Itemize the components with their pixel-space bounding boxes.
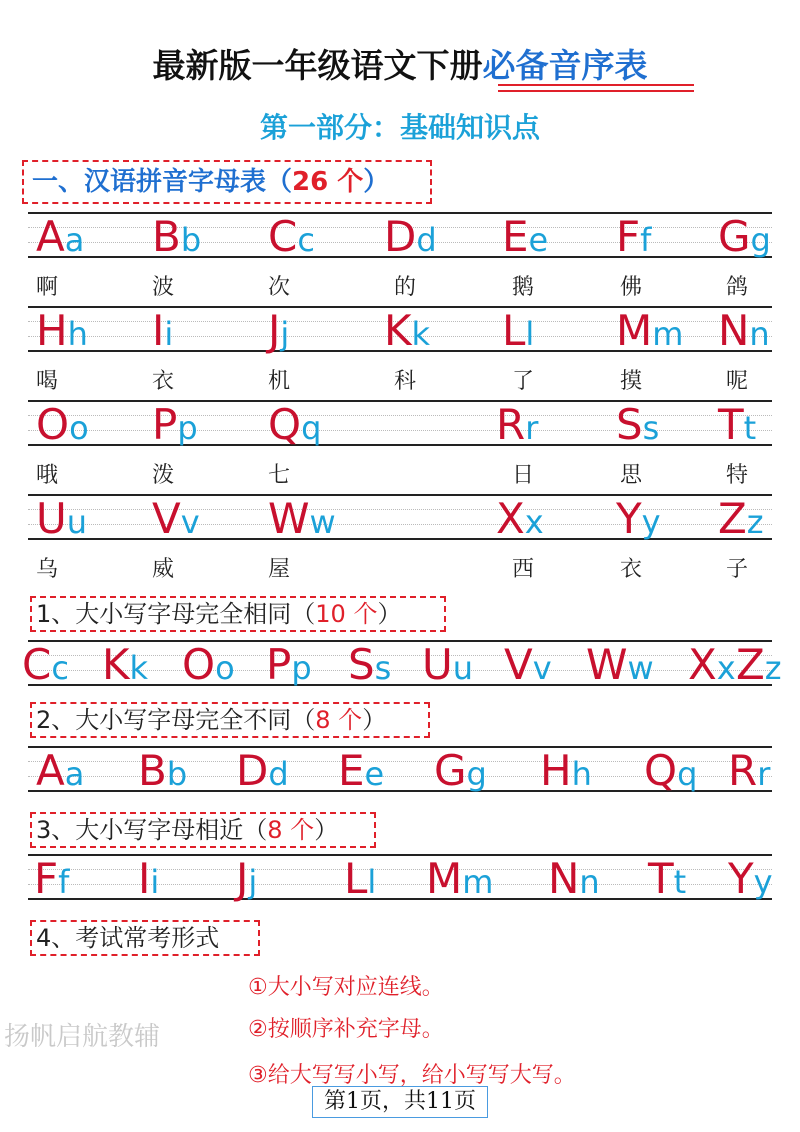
lowercase-letter: c bbox=[51, 649, 69, 687]
lowercase-letter: d bbox=[416, 221, 437, 259]
lowercase-letter: l bbox=[525, 315, 535, 353]
letter-pair bbox=[138, 746, 188, 795]
lowercase-letter: q bbox=[677, 755, 698, 793]
letter-pair bbox=[422, 640, 474, 689]
letter-pair bbox=[502, 306, 535, 355]
letter-pair bbox=[268, 212, 315, 261]
pronunciation-char: 西 bbox=[512, 557, 535, 582]
pronunciation-char: 科 bbox=[394, 369, 417, 394]
letter-pair bbox=[648, 854, 687, 903]
letter-pair bbox=[152, 212, 202, 261]
pronunciation-char: 啊 bbox=[36, 275, 59, 300]
group-heading-close: ） bbox=[377, 600, 402, 628]
uppercase-letter: U bbox=[36, 494, 67, 543]
lowercase-letter: m bbox=[652, 315, 684, 353]
uppercase-letter: H bbox=[36, 306, 68, 355]
lowercase-letter: c bbox=[297, 221, 315, 259]
lowercase-letter: u bbox=[452, 649, 474, 687]
pronunciation-char: 子 bbox=[726, 557, 749, 582]
letter-pair bbox=[718, 400, 757, 449]
uppercase-letter: G bbox=[718, 212, 751, 261]
letter-pair bbox=[36, 494, 88, 543]
letter-pair bbox=[718, 494, 764, 543]
letter-pair bbox=[616, 400, 660, 449]
pronunciation-char: 鸽 bbox=[726, 275, 749, 300]
uppercase-letter: W bbox=[268, 494, 310, 543]
lowercase-letter: d bbox=[268, 755, 289, 793]
lowercase-letter: m bbox=[462, 863, 494, 901]
group-heading-close: ） bbox=[362, 706, 387, 734]
uppercase-letter: D bbox=[236, 746, 269, 795]
lowercase-letter: g bbox=[466, 755, 487, 793]
group-heading-label: 2、大小写字母完全不同（ bbox=[36, 706, 316, 734]
uppercase-letter: U bbox=[422, 640, 453, 689]
lowercase-letter: e bbox=[528, 221, 549, 259]
uppercase-letter: H bbox=[540, 746, 572, 795]
letter-pair bbox=[688, 640, 736, 689]
lowercase-letter: w bbox=[309, 503, 336, 541]
lowercase-letter: x bbox=[716, 649, 736, 687]
letter-pair bbox=[36, 212, 85, 261]
lowercase-letter: t bbox=[673, 863, 687, 901]
uppercase-letter: J bbox=[268, 306, 281, 355]
letter-pair bbox=[338, 746, 385, 795]
watermark: 扬帆启航教辅 bbox=[4, 1022, 161, 1052]
writing-guide-line bbox=[28, 444, 772, 446]
uppercase-letter: E bbox=[338, 746, 365, 795]
lowercase-letter: j bbox=[280, 315, 290, 353]
letter-pair bbox=[384, 306, 431, 355]
lowercase-letter: p bbox=[177, 409, 198, 447]
lowercase-letter: r bbox=[525, 409, 539, 447]
letter-pair bbox=[344, 854, 377, 903]
lowercase-letter: t bbox=[743, 409, 757, 447]
group-heading-count: 8 个 bbox=[267, 816, 315, 844]
letter-pair bbox=[586, 640, 654, 689]
uppercase-letter: T bbox=[648, 854, 674, 903]
lowercase-letter: n bbox=[579, 863, 600, 901]
lowercase-letter: f bbox=[640, 221, 652, 259]
page-footer: 第1页，共11页 bbox=[312, 1086, 488, 1118]
lowercase-letter: v bbox=[532, 649, 552, 687]
group-heading-label: 3、大小写字母相近（ bbox=[36, 816, 268, 844]
pronunciation-char: 的 bbox=[394, 275, 417, 300]
uppercase-letter: R bbox=[728, 746, 758, 795]
letter-pair bbox=[718, 306, 770, 355]
uppercase-letter: O bbox=[182, 640, 216, 689]
pronunciation-char: 衣 bbox=[152, 369, 175, 394]
uppercase-letter: Z bbox=[736, 640, 765, 689]
writing-guide-line bbox=[28, 494, 772, 496]
uppercase-letter: I bbox=[138, 854, 151, 903]
letter-pair bbox=[616, 306, 684, 355]
letter-pair bbox=[152, 494, 200, 543]
pronunciation-char: 喝 bbox=[36, 369, 59, 394]
uppercase-letter: D bbox=[384, 212, 417, 261]
writing-guide-line bbox=[28, 400, 772, 402]
letter-pair bbox=[504, 640, 552, 689]
letter-pair bbox=[152, 400, 198, 449]
uppercase-letter: Y bbox=[616, 494, 642, 543]
uppercase-letter: Q bbox=[644, 746, 678, 795]
lowercase-letter: l bbox=[367, 863, 377, 901]
letter-pair bbox=[616, 494, 661, 543]
letter-pair bbox=[34, 854, 70, 903]
pronunciation-char: 了 bbox=[512, 369, 535, 394]
pronunciation-char: 思 bbox=[620, 463, 643, 488]
lowercase-letter: f bbox=[58, 863, 70, 901]
group-heading-count: 8 个 bbox=[315, 706, 363, 734]
letter-pair bbox=[268, 400, 322, 449]
letter-pair bbox=[644, 746, 698, 795]
exam-heading-label: 4、考试常考形式 bbox=[36, 924, 220, 952]
lowercase-letter: s bbox=[642, 409, 660, 447]
lowercase-letter: o bbox=[215, 649, 235, 687]
uppercase-letter: S bbox=[348, 640, 375, 689]
letter-pair bbox=[36, 400, 89, 449]
letter-pair bbox=[616, 212, 652, 261]
lowercase-letter: s bbox=[374, 649, 392, 687]
lowercase-letter: b bbox=[180, 221, 202, 259]
lowercase-letter: h bbox=[571, 755, 592, 793]
lowercase-letter: o bbox=[69, 409, 89, 447]
letter-pair bbox=[548, 854, 600, 903]
uppercase-letter: L bbox=[344, 854, 368, 903]
lowercase-letter: i bbox=[164, 315, 174, 353]
pronunciation-char: 特 bbox=[726, 463, 749, 488]
title-highlight: 必备音序表 bbox=[482, 46, 648, 85]
group-heading-close: ） bbox=[314, 816, 339, 844]
pronunciation-char: 次 bbox=[268, 275, 291, 300]
pronunciation-char: 波 bbox=[152, 275, 175, 300]
letter-pair bbox=[728, 854, 773, 903]
lowercase-letter: u bbox=[66, 503, 88, 541]
letter-pair bbox=[502, 212, 549, 261]
lowercase-letter: j bbox=[248, 863, 258, 901]
subtitle: 第一部分：基础知识点 bbox=[259, 111, 540, 144]
uppercase-letter: X bbox=[688, 640, 717, 689]
section-alphabet-close: ） bbox=[363, 167, 390, 197]
exam-form-item: ③给大写写小写，给小写写大写。 bbox=[248, 1063, 576, 1088]
letter-pair bbox=[496, 494, 544, 543]
uppercase-letter: Z bbox=[718, 494, 747, 543]
letter-pair bbox=[426, 854, 494, 903]
writing-guide-line bbox=[28, 640, 772, 642]
uppercase-letter: C bbox=[22, 640, 52, 689]
pronunciation-char: 衣 bbox=[620, 557, 643, 582]
pronunciation-char: 呢 bbox=[726, 369, 749, 394]
letter-pair bbox=[236, 854, 258, 903]
letter-pair bbox=[728, 746, 771, 795]
pronunciation-char: 鹅 bbox=[512, 275, 535, 300]
title-underline bbox=[498, 90, 694, 92]
letter-pair bbox=[36, 306, 88, 355]
lowercase-letter: k bbox=[129, 649, 149, 687]
lowercase-letter: a bbox=[64, 755, 85, 793]
uppercase-letter: B bbox=[152, 212, 181, 261]
letter-pair bbox=[182, 640, 235, 689]
letter-pair bbox=[268, 494, 336, 543]
uppercase-letter: W bbox=[586, 640, 628, 689]
uppercase-letter: K bbox=[384, 306, 412, 355]
letter-pair bbox=[384, 212, 437, 261]
uppercase-letter: P bbox=[152, 400, 178, 449]
letter-pair bbox=[718, 212, 771, 261]
pronunciation-char: 威 bbox=[152, 557, 175, 582]
title-main: 最新版一年级语文下册 bbox=[152, 46, 483, 85]
uppercase-letter: B bbox=[138, 746, 167, 795]
uppercase-letter: Y bbox=[728, 854, 754, 903]
uppercase-letter: G bbox=[434, 746, 467, 795]
lowercase-letter: g bbox=[750, 221, 771, 259]
uppercase-letter: F bbox=[34, 854, 59, 903]
pronunciation-char: 日 bbox=[512, 463, 535, 488]
letter-pair bbox=[266, 640, 312, 689]
uppercase-letter: C bbox=[268, 212, 298, 261]
letter-pair bbox=[102, 640, 149, 689]
uppercase-letter: O bbox=[36, 400, 70, 449]
pronunciation-char: 七 bbox=[268, 463, 291, 488]
uppercase-letter: T bbox=[718, 400, 744, 449]
lowercase-letter: v bbox=[180, 503, 200, 541]
uppercase-letter: X bbox=[496, 494, 525, 543]
uppercase-letter: Q bbox=[268, 400, 302, 449]
letter-pair bbox=[236, 746, 289, 795]
uppercase-letter: A bbox=[36, 212, 65, 261]
letter-pair bbox=[496, 400, 539, 449]
pronunciation-char: 摸 bbox=[620, 369, 643, 394]
group-heading bbox=[30, 812, 376, 848]
exam-form-item: ①大小写对应连线。 bbox=[248, 975, 444, 1000]
writing-guide-line bbox=[28, 415, 772, 416]
section-alphabet-heading bbox=[22, 160, 432, 204]
writing-guide-line bbox=[28, 430, 772, 431]
section-alphabet-count: 26 个 bbox=[292, 167, 364, 197]
group-heading bbox=[30, 596, 446, 632]
uppercase-letter: V bbox=[504, 640, 533, 689]
lowercase-letter: r bbox=[757, 755, 771, 793]
exam-form-item: ②按顺序补充字母。 bbox=[248, 1017, 444, 1042]
lowercase-letter: b bbox=[166, 755, 188, 793]
uppercase-letter: I bbox=[152, 306, 165, 355]
uppercase-letter: J bbox=[236, 854, 249, 903]
uppercase-letter: N bbox=[548, 854, 580, 903]
lowercase-letter: k bbox=[411, 315, 431, 353]
lowercase-letter: h bbox=[67, 315, 88, 353]
uppercase-letter: S bbox=[616, 400, 643, 449]
uppercase-letter: K bbox=[102, 640, 130, 689]
lowercase-letter: z bbox=[764, 649, 782, 687]
lowercase-letter: p bbox=[291, 649, 312, 687]
uppercase-letter: F bbox=[616, 212, 641, 261]
lowercase-letter: e bbox=[364, 755, 385, 793]
uppercase-letter: L bbox=[502, 306, 526, 355]
uppercase-letter: V bbox=[152, 494, 181, 543]
lowercase-letter: w bbox=[627, 649, 654, 687]
uppercase-letter: N bbox=[718, 306, 750, 355]
uppercase-letter: P bbox=[266, 640, 292, 689]
uppercase-letter: M bbox=[616, 306, 653, 355]
lowercase-letter: y bbox=[641, 503, 661, 541]
uppercase-letter: R bbox=[496, 400, 526, 449]
letter-pair bbox=[268, 306, 290, 355]
letter-pair bbox=[736, 640, 782, 689]
pronunciation-char: 机 bbox=[268, 369, 291, 394]
pronunciation-char: 哦 bbox=[36, 463, 59, 488]
section-alphabet-label: 一、汉语拼音字母表（ bbox=[32, 167, 293, 197]
pronunciation-char: 屋 bbox=[268, 557, 291, 582]
exam-heading bbox=[30, 920, 260, 956]
group-heading bbox=[30, 702, 430, 738]
title-underline bbox=[498, 84, 694, 86]
letter-pair bbox=[348, 640, 392, 689]
lowercase-letter: n bbox=[749, 315, 770, 353]
lowercase-letter: a bbox=[64, 221, 85, 259]
letter-pair bbox=[36, 746, 85, 795]
lowercase-letter: y bbox=[753, 863, 773, 901]
letter-pair bbox=[540, 746, 592, 795]
pronunciation-char: 佛 bbox=[620, 275, 643, 300]
lowercase-letter: z bbox=[746, 503, 764, 541]
letter-pair bbox=[22, 640, 69, 689]
uppercase-letter: A bbox=[36, 746, 65, 795]
letter-pair bbox=[434, 746, 487, 795]
pronunciation-char: 泼 bbox=[152, 463, 175, 488]
lowercase-letter: i bbox=[150, 863, 160, 901]
group-heading-count: 10 个 bbox=[315, 600, 378, 628]
pronunciation-char: 乌 bbox=[36, 557, 59, 582]
lowercase-letter: x bbox=[524, 503, 544, 541]
lowercase-letter: q bbox=[301, 409, 322, 447]
group-heading-label: 1、大小写字母完全相同（ bbox=[36, 600, 316, 628]
letter-pair bbox=[152, 306, 174, 355]
page-title bbox=[0, 40, 800, 87]
uppercase-letter: E bbox=[502, 212, 529, 261]
uppercase-letter: M bbox=[426, 854, 463, 903]
letter-pair bbox=[138, 854, 160, 903]
